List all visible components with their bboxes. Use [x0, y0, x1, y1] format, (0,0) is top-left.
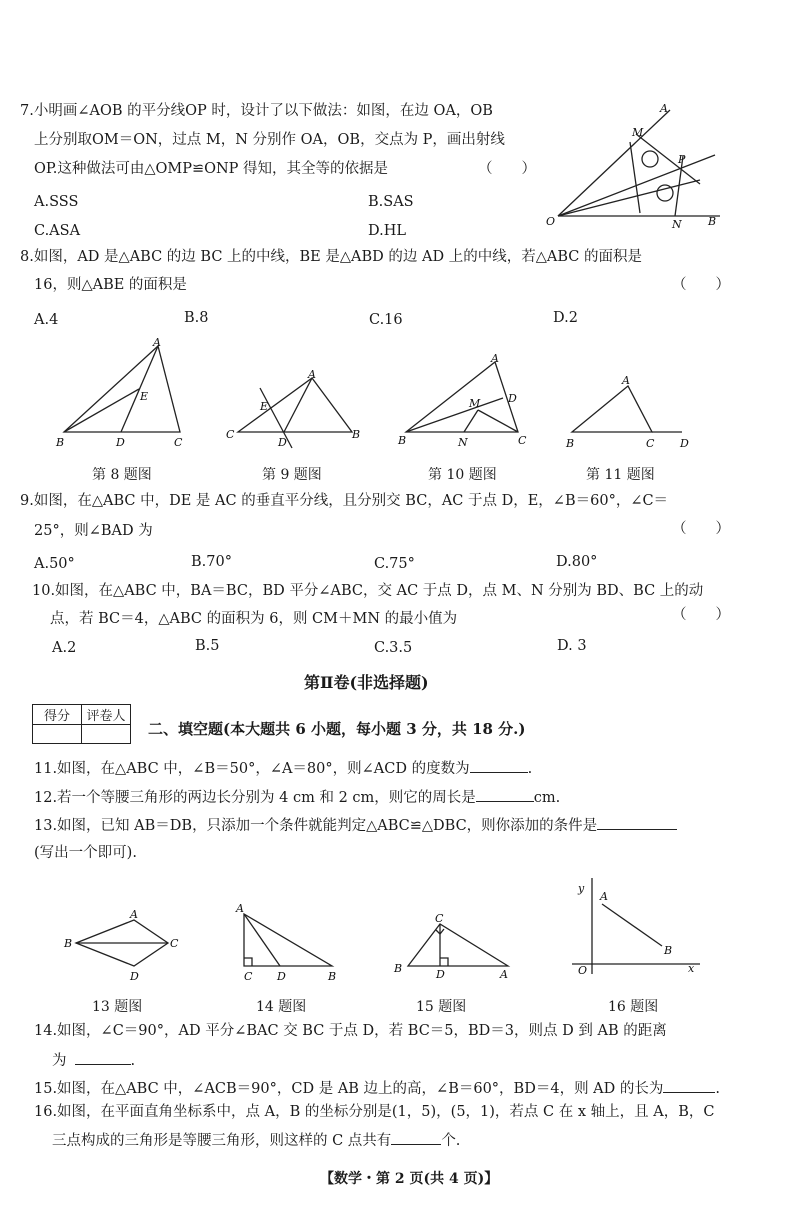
page-footer: 【数学・第 2 页(共 4 页)】 — [320, 1171, 499, 1187]
q9-option-c: C.75° — [374, 556, 415, 572]
q16-line2 — [52, 1132, 460, 1149]
q9-line2: 25°，则∠BAD 为 — [34, 523, 153, 539]
fig13-kite — [60, 906, 190, 988]
fig15-label-d: D — [436, 968, 445, 981]
q7-label-n: N — [672, 218, 682, 231]
q9-line1: 9.如图，在△ABC 中，DE 是 AC 的垂直平分线，且分别交 BC，AC 于点 D，E，∠B＝60°，∠C＝ — [20, 493, 669, 509]
q11-stem: 11.如图，在△ABC 中，∠B＝50°，∠A＝80°，则∠ACD 的度数为 — [34, 761, 470, 777]
q7-option-c: C.ASA — [34, 223, 81, 239]
q16-tail: 个. — [441, 1133, 461, 1149]
q15-stem: 15.如图，在△ABC 中，∠ACB＝90°，CD 是 AB 边上的高，∠B＝60°，BD＝4，则 AD 的长为 — [34, 1081, 664, 1097]
fig16-label-b: B — [664, 944, 673, 957]
fig15-label-b: B — [394, 962, 403, 975]
q9-option-b: B.70° — [191, 554, 232, 570]
q8-bracket: （ ） — [672, 277, 730, 293]
fig16-coordinate-plane — [566, 874, 706, 978]
part2-title: 第Ⅱ卷(非选择题) — [304, 673, 429, 692]
fig10-label-a: A — [491, 352, 499, 365]
fig8-label-e: E — [140, 390, 149, 403]
q10-option-d: D. 3 — [557, 638, 587, 654]
section2-title: 二、填空题(本大题共 6 小题，每小题 3 分，共 18 分.) — [148, 720, 526, 738]
q10-option-c: C.3.5 — [374, 640, 413, 656]
fig10-label-c: C — [518, 434, 527, 447]
q12-tail: cm. — [533, 790, 561, 806]
q13-stem: 13.如图，已知 AB＝DB，只添加一个条件就能判定△ABC≌△DBC，则你添加的条件是 — [34, 818, 598, 834]
reviewer-header: 评卷人 — [82, 705, 131, 725]
q11-answer-blank — [470, 760, 528, 773]
fig13-label-a: A — [130, 908, 138, 921]
fig16-label-o: O — [578, 964, 588, 977]
q8-option-a: A.4 — [34, 312, 59, 328]
fig9-label-c: C — [226, 428, 235, 441]
q8-option-c: C.16 — [369, 312, 403, 328]
fig11-label-b: B — [566, 437, 575, 450]
q10-bracket: （ ） — [672, 607, 730, 623]
q7-label-p: P — [678, 153, 686, 166]
fig8-label-b: B — [56, 436, 65, 449]
q7-line3: OP.这种做法可由△OMP≌ONP 得知，其全等的依据是 — [34, 161, 389, 177]
fig16-label-y: y — [578, 882, 585, 895]
fig13-label-d: D — [130, 970, 139, 983]
fig8-triangle — [50, 336, 200, 454]
q9-option-a: A.50° — [34, 556, 75, 572]
fig13-label-b: B — [64, 937, 73, 950]
q8-line2: 16，则△ABE 的面积是 — [34, 277, 187, 293]
q10-option-a: A.2 — [52, 640, 77, 656]
caption-fig13: 13 题图 — [92, 999, 143, 1015]
fig16-label-x: x — [688, 962, 695, 975]
q14-line2 — [52, 1052, 135, 1069]
fig8-label-c: C — [174, 436, 183, 449]
q16-stem: 三点构成的三角形是等腰三角形，则这样的 C 点共有 — [52, 1133, 392, 1149]
q13-answer-blank — [597, 817, 677, 830]
fig8-label-d: D — [116, 436, 125, 449]
fig10-label-b: B — [398, 434, 407, 447]
fig10-label-m: M — [469, 397, 481, 410]
reviewer-cell — [82, 725, 131, 744]
caption-fig9: 第 9 题图 — [262, 467, 322, 483]
q13-line1 — [34, 817, 677, 834]
q13-line2: (写出一个即可). — [34, 845, 137, 861]
q7-label-o: O — [546, 215, 556, 228]
fig15-triangle — [388, 910, 518, 986]
q10-option-b: B.5 — [195, 638, 220, 654]
caption-fig10: 第 10 题图 — [428, 467, 497, 483]
caption-fig14: 14 题图 — [256, 999, 307, 1015]
q14-line1: 14.如图，∠C＝90°，AD 平分∠BAC 交 BC 于点 D，若 BC＝5，BD＝3，则点 D 到 AB 的距离 — [34, 1023, 667, 1039]
q7-option-d: D.HL — [368, 223, 406, 239]
score-header: 得分 — [33, 705, 82, 725]
caption-fig11: 第 11 题图 — [586, 467, 655, 483]
q7-label-m: M — [632, 126, 644, 139]
q9-option-d: D.80° — [556, 554, 598, 570]
q8-option-d: D.2 — [553, 310, 578, 326]
q7-figure — [540, 98, 730, 233]
fig9-label-d: D — [278, 436, 287, 449]
fig15-label-a: A — [500, 968, 508, 981]
q7-option-b: B.SAS — [368, 194, 414, 210]
caption-fig15: 15 题图 — [416, 999, 467, 1015]
q7-label-b: B — [708, 215, 717, 228]
q12-answer-blank — [476, 789, 534, 802]
fig10-label-d: D — [508, 392, 517, 405]
q7-option-a: A.SSS — [34, 194, 79, 210]
q7-line1: 7.小明画∠AOB 的平分线OP 时，设计了以下做法：如图，在边 OA，OB — [20, 103, 493, 119]
fig11-label-a: A — [622, 374, 630, 387]
q10-line2: 点，若 BC＝4，△ABC 的面积为 6，则 CM＋MN 的最小值为 — [50, 611, 458, 627]
fig9-label-e: E — [260, 400, 269, 413]
fig10-label-n: N — [458, 436, 468, 449]
fig14-label-a: A — [236, 902, 244, 915]
fig16-label-a: A — [600, 890, 608, 903]
q10-line1: 10.如图，在△ABC 中，BA＝BC，BD 平分∠ABC，交 AC 于点 D，点 M、N 分别为 BD、BC 上的动 — [32, 583, 704, 599]
fig13-label-c: C — [170, 937, 179, 950]
q14-tail: . — [130, 1053, 136, 1069]
fig9-triangle — [220, 360, 370, 452]
q16-line1: 16.如图，在平面直角坐标系中，点 A，B 的坐标分别是(1，5)，(5，1)，若点 C 在 x 轴上，且 A，B，C — [34, 1104, 715, 1120]
fig9-label-a: A — [308, 368, 316, 381]
q16-answer-blank — [391, 1132, 441, 1145]
q8-line1: 8.如图，AD 是△ABC 的边 BC 上的中线，BE 是△ABD 的边 AD 上的中线，若△ABC 的面积是 — [20, 249, 642, 265]
q15-answer-blank — [663, 1080, 715, 1093]
q8-option-b: B.8 — [184, 310, 209, 326]
q9-bracket: （ ） — [672, 521, 730, 537]
fig15-label-c: C — [435, 912, 444, 925]
q14-stem: 为 — [52, 1053, 67, 1069]
q15-tail: . — [715, 1081, 720, 1097]
q15-text — [34, 1080, 720, 1097]
score-cell — [33, 725, 82, 744]
q14-answer-blank — [75, 1052, 131, 1065]
fig14-triangle — [230, 898, 350, 986]
caption-fig16: 16 题图 — [608, 999, 659, 1015]
q7-line2: 上分别取OM＝ON，过点 M，N 分别作 OA，OB，交点为 P，画出射线 — [34, 132, 505, 148]
fig9-label-b: B — [352, 428, 361, 441]
fig10-triangle — [392, 350, 542, 452]
caption-fig8: 第 8 题图 — [92, 467, 152, 483]
fig14-label-c: C — [244, 970, 253, 983]
fig14-label-b: B — [328, 970, 337, 983]
q12-text — [34, 789, 560, 806]
q7-label-a: A — [660, 102, 668, 115]
fig14-label-d: D — [277, 970, 286, 983]
fig11-label-d: D — [680, 437, 689, 450]
q11-text — [34, 760, 532, 777]
fig8-label-a: A — [153, 336, 161, 349]
fig11-triangle — [560, 370, 700, 452]
q12-stem: 12.若一个等腰三角形的两边长分别为 4 cm 和 2 cm，则它的周长是 — [34, 790, 476, 806]
fig11-label-c: C — [646, 437, 655, 450]
q7-bracket: （ ） — [478, 161, 536, 177]
score-table — [32, 704, 131, 744]
q11-tail: . — [527, 761, 533, 777]
